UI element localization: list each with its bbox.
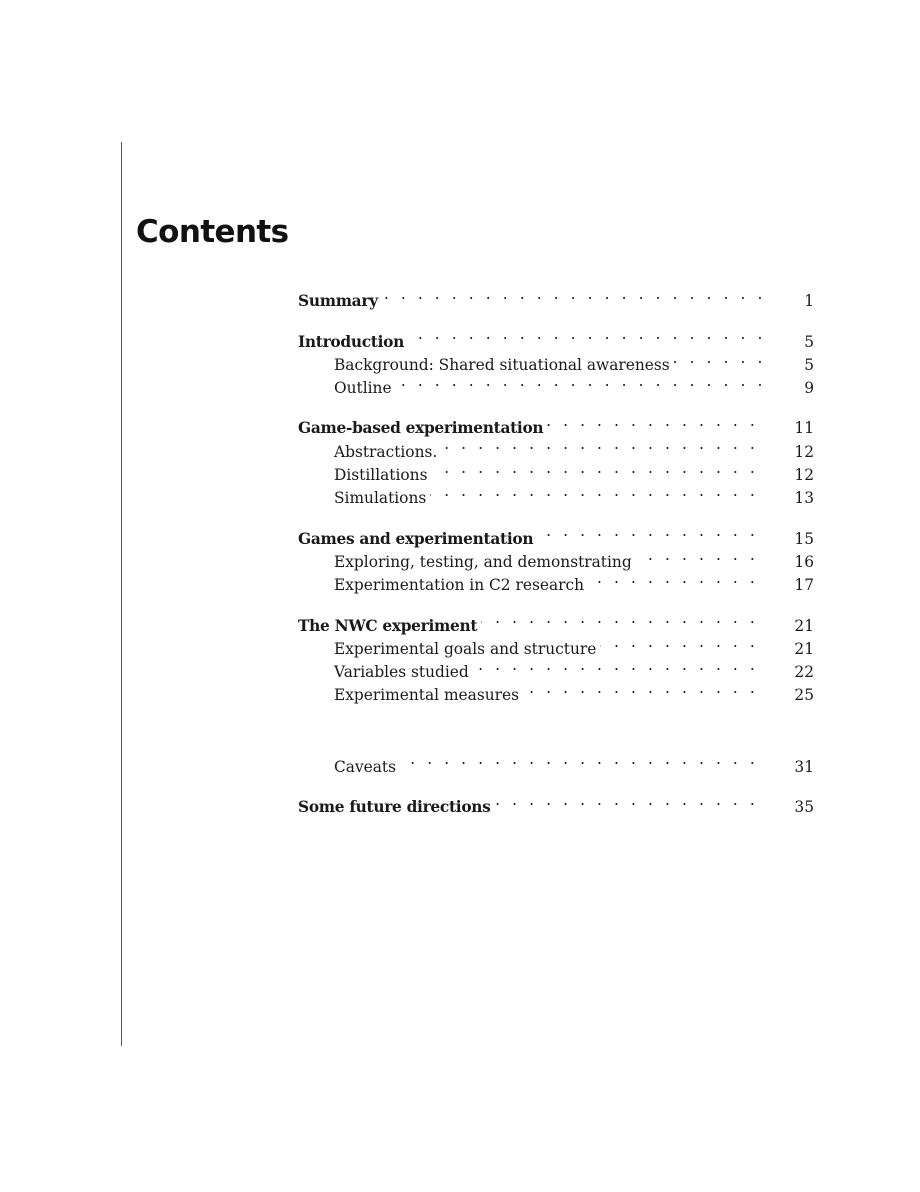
toc-section-game-based-experimentation — [298, 410, 814, 508]
toc-page-number: 22 — [794, 663, 814, 682]
toc-subentry-title: Exploring, testing, and demonstrating — [334, 552, 632, 571]
toc-section-caveats — [298, 748, 814, 776]
toc-subentry-title: Distillations — [334, 466, 428, 485]
toc-page-number: 11 — [794, 419, 814, 438]
toc-subentry-title: Variables studied — [334, 663, 469, 682]
dot-leader — [441, 433, 758, 456]
toc-section-games-and-experimentation — [298, 520, 814, 595]
toc-subentry-title: Caveats — [334, 757, 397, 776]
toc-section-nwc-experiment — [298, 607, 814, 705]
dot-leader — [636, 544, 759, 567]
page-title: Contents — [136, 214, 289, 250]
toc-entry[interactable] — [298, 520, 814, 548]
toc-section-introduction — [298, 323, 814, 398]
dot-leader — [431, 457, 758, 480]
dot-leader — [382, 283, 766, 306]
toc-section-future-directions — [298, 789, 814, 817]
toc-subentry-title: Experimental goals and structure — [334, 639, 597, 658]
toc-page-number: 5 — [804, 332, 814, 351]
dot-leader — [396, 370, 766, 393]
toc-section-summary — [298, 283, 814, 311]
toc-entry[interactable] — [298, 789, 814, 817]
dot-leader — [430, 480, 758, 503]
toc-entry-title: Some future directions — [298, 798, 491, 817]
table-of-contents — [298, 283, 814, 829]
toc-page-number: 31 — [794, 757, 814, 776]
dot-leader — [400, 748, 758, 771]
toc-entry-title: Introduction — [298, 332, 405, 351]
toc-entry-title: Summary — [298, 292, 378, 311]
toc-page-number: 13 — [794, 489, 814, 508]
toc-subentry-title: Experimentation in C2 research — [334, 576, 585, 595]
toc-page-number: 5 — [804, 355, 814, 374]
toc-subentry-title: Background: Shared situational awareness — [334, 355, 670, 374]
toc-page-number: 21 — [794, 639, 814, 658]
toc-page-number: 17 — [794, 576, 814, 595]
toc-subentry-title: Outline — [334, 379, 392, 398]
toc-subentry[interactable] — [298, 748, 814, 776]
toc-subentry-title: Simulations — [334, 489, 427, 508]
toc-page-number: 16 — [794, 552, 814, 571]
dot-leader — [495, 789, 759, 812]
toc-entry[interactable] — [298, 607, 814, 635]
dot-leader — [408, 323, 766, 346]
dot-leader — [537, 520, 758, 543]
toc-page-number: 21 — [794, 616, 814, 635]
toc-page-number: 15 — [794, 529, 814, 548]
dot-leader — [547, 410, 758, 433]
toc-page-number: 12 — [794, 442, 814, 461]
toc-page-number: 1 — [804, 292, 814, 311]
toc-page-number: 9 — [804, 379, 814, 398]
dot-leader — [473, 654, 759, 677]
dot-leader — [588, 567, 758, 590]
toc-subentry-title: Abstractions. — [334, 442, 438, 461]
dot-leader — [674, 347, 766, 370]
toc-entry[interactable] — [298, 323, 814, 351]
toc-entry[interactable] — [298, 283, 814, 311]
dot-leader — [481, 607, 758, 630]
dot-leader — [523, 677, 758, 700]
toc-subentry-title: Experimental measures — [334, 686, 519, 705]
toc-entry-title: Games and experimentation — [298, 529, 534, 548]
toc-page-number: 12 — [794, 466, 814, 485]
dot-leader — [600, 631, 758, 654]
toc-page-number: 25 — [794, 686, 814, 705]
toc-entry[interactable] — [298, 410, 814, 438]
margin-rule — [121, 142, 122, 1046]
toc-entry-title: The NWC experiment — [298, 616, 478, 635]
toc-entry-title: Game-based experimentation — [298, 419, 544, 438]
toc-page-number: 35 — [794, 798, 814, 817]
